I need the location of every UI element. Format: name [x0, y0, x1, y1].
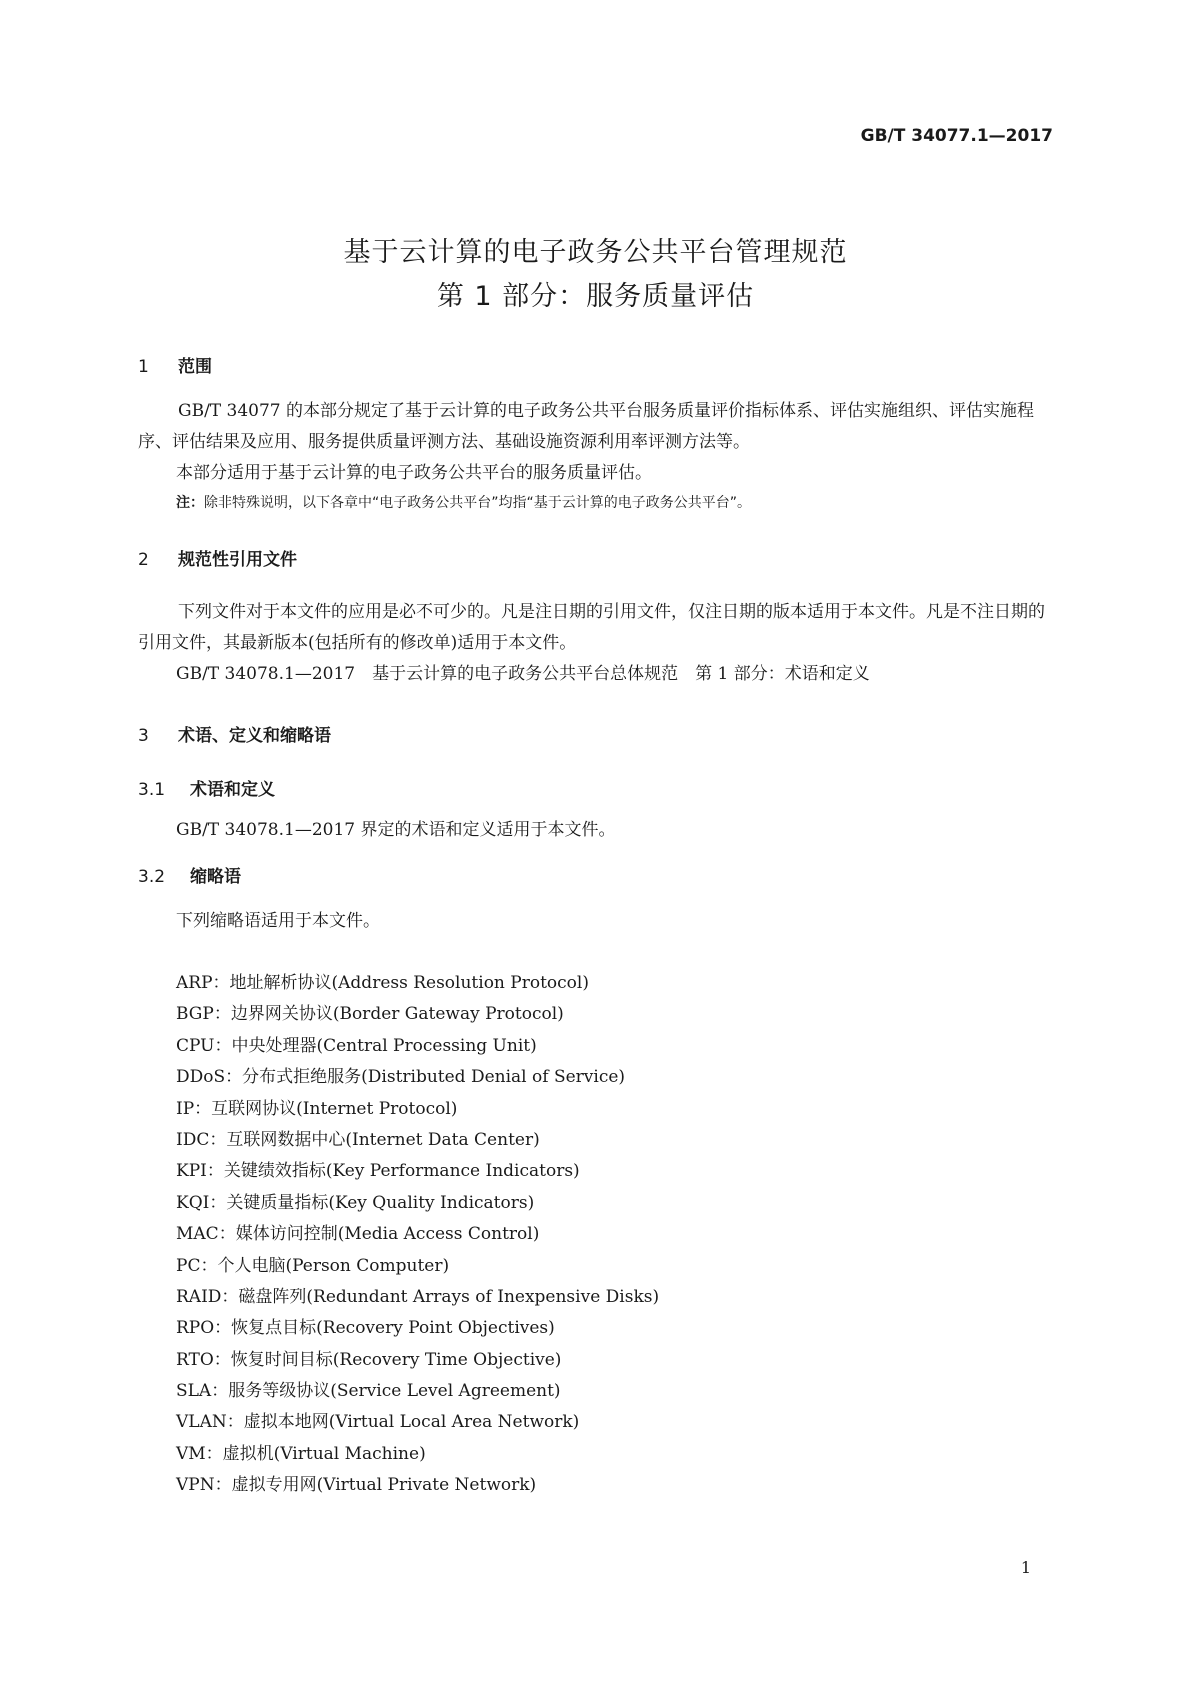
list-item: VLAN：虚拟本地网(Virtual Local Area Network)	[176, 1412, 580, 1433]
section-number: 2	[138, 550, 149, 570]
section-2-heading	[138, 545, 297, 570]
section-3-1-text: GB/T 34078.1—2017 界定的术语和定义适用于本文件。	[176, 820, 616, 840]
section-1-heading	[138, 352, 212, 377]
section-title: 规范性引用文件	[178, 550, 297, 570]
document-subtitle: 第 1 部分：服务质量评估	[436, 281, 755, 312]
section-1-note	[176, 492, 751, 512]
section-3-1-heading	[138, 775, 275, 800]
subsection-title: 缩略语	[190, 867, 241, 887]
normative-reference: GB/T 34078.1—2017 基于云计算的电子政务公共平台总体规范 第 1 部分：术语和定义	[176, 664, 870, 684]
list-item: KQI：关键质量指标(Key Quality Indicators)	[176, 1192, 535, 1213]
subsection-title: 术语和定义	[190, 780, 275, 800]
section-3-2-heading	[138, 862, 241, 887]
standard-number: GB/T 34077.1—2017	[860, 126, 1053, 146]
abbreviation-intro: 下列缩略语适用于本文件。	[176, 911, 380, 931]
section-number: 3	[138, 726, 149, 746]
list-item: IP：互联网协议(Internet Protocol)	[176, 1098, 458, 1119]
list-item: RPO：恢复点目标(Recovery Point Objectives)	[176, 1318, 555, 1339]
subsection-number: 3.1	[138, 780, 166, 800]
abbreviation-list	[176, 968, 659, 1502]
page-number: 1	[1020, 1558, 1031, 1577]
section-3-heading	[138, 721, 331, 746]
list-item: PC：个人电脑(Person Computer)	[176, 1255, 450, 1276]
section-title: 范围	[178, 357, 212, 377]
section-number: 1	[138, 357, 149, 377]
list-item: ARP：地址解析协议(Address Resolution Protocol)	[176, 973, 589, 993]
section-1-applicability: 本部分适用于基于云计算的电子政务公共平台的服务质量评估。	[176, 463, 652, 483]
list-item: BGP：边界网关协议(Border Gateway Protocol)	[176, 1004, 564, 1025]
list-item: CPU：中央处理器(Central Processing Unit)	[176, 1035, 537, 1056]
list-item: RTO：恢复时间目标(Recovery Time Objective)	[176, 1349, 562, 1370]
note-label: 注：	[176, 495, 204, 511]
list-item: RAID：磁盘阵列(Redundant Arrays of Inexpensive Disks)	[176, 1286, 660, 1307]
section-title: 术语、定义和缩略语	[178, 726, 331, 746]
list-item: VM：虚拟机(Virtual Machine)	[176, 1443, 426, 1464]
list-item: MAC：媒体访问控制(Media Access Control)	[176, 1224, 540, 1245]
note-text: 除非特殊说明，以下各章中“电子政务公共平台”均指“基于云计算的电子政务公共平台”。	[204, 495, 752, 511]
section-2-paragraph: 下列文件对于本文件的应用是必不可少的。凡是注日期的引用文件，仅注日期的版本适用于本文件。凡是不注日期的引用文件，其最新版本(包括所有的修改单)适用于本文件。	[138, 602, 1045, 653]
list-item: IDC：互联网数据中心(Internet Data Center)	[176, 1129, 540, 1150]
list-item: VPN：虚拟专用网(Virtual Private Network)	[176, 1475, 537, 1496]
list-item: SLA：服务等级协议(Service Level Agreement)	[176, 1381, 561, 1402]
list-item: KPI：关键绩效指标(Key Performance Indicators)	[176, 1161, 580, 1182]
subsection-number: 3.2	[138, 867, 166, 887]
list-item: DDoS：分布式拒绝服务(Distributed Denial of Service)	[176, 1067, 626, 1088]
document-title: 基于云计算的电子政务公共平台管理规范	[343, 237, 848, 268]
section-1-paragraph: GB/T 34077 的本部分规定了基于云计算的电子政务公共平台服务质量评价指标体系、评估实施组织、评估实施程序、评估结果及应用、服务提供质量评测方法、基础设施资源利用率评测方法等。	[138, 401, 1035, 452]
